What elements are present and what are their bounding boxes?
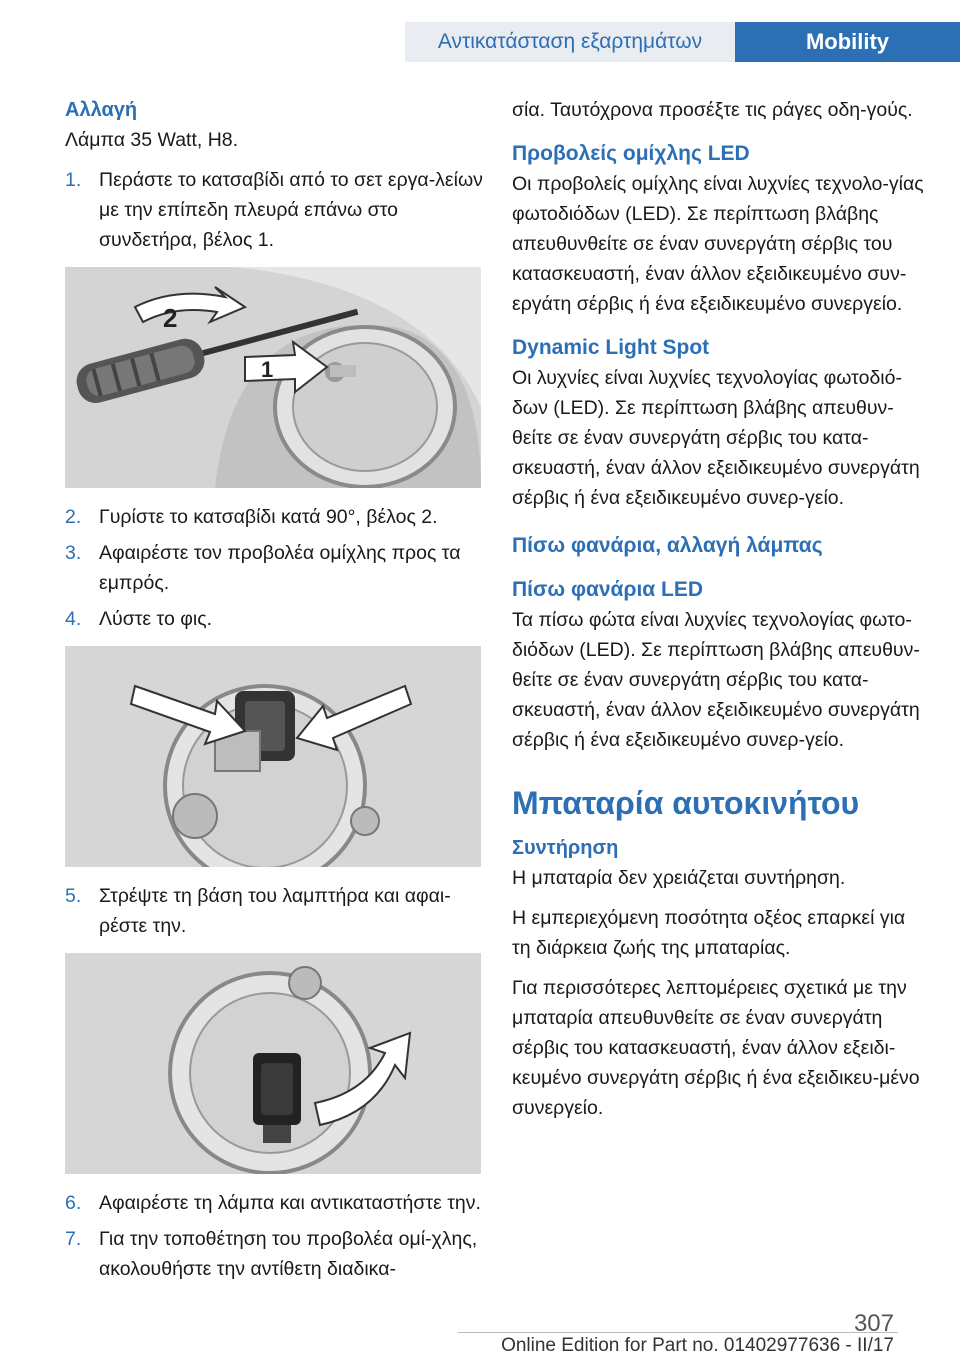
page-number: 307 — [853, 1310, 894, 1337]
rear-lights-heading: Πίσω φανάρια, αλλαγή λάμπας — [512, 534, 823, 557]
right-column — [512, 95, 928, 1133]
rear-led-heading: Πίσω φανάρια LED — [512, 578, 704, 601]
step-text: Για την τοποθέτηση του προβολέα ομί-χλης, ακολουθήστε την αντίθετη διαδικα- — [99, 1228, 478, 1280]
lamp-spec: Λάμπα 35 Watt, H8. — [65, 129, 239, 151]
step-7-continued: σία. Ταυτόχρονα προσέξτε τις ράγες οδη-γούς. — [512, 99, 913, 121]
figure-label-1: 1 — [261, 357, 274, 382]
fog-led-heading: Προβολείς ομίχλης LED — [512, 142, 750, 165]
header-chapter-tab: Mobility — [735, 22, 960, 62]
step-1 — [65, 165, 483, 255]
step-text: Γυρίστε το κατσαβίδι κατά 90°, βέλος 2. — [99, 506, 438, 528]
step-2 — [65, 502, 483, 532]
maintenance-p3: Για περισσότερες λεπτομέρειες σχετικά με την μπαταρία απευθυνθείτε σε έναν συνεργάτη σέρβις του κατασκευαστή, έναν άλλον εξειδι-κευμένο συνεργάτη σέρβις ή ένα εξειδικευ-μένο συνεργείο. — [512, 977, 920, 1119]
step-6 — [65, 1188, 483, 1218]
step-7 — [65, 1224, 483, 1284]
step-3 — [65, 538, 483, 598]
change-heading: Αλλαγή — [65, 99, 138, 121]
step-number: 6. — [65, 1192, 82, 1214]
step-number: 1. — [65, 169, 82, 191]
dynamic-light-spot-heading: Dynamic Light Spot — [512, 336, 710, 359]
figure-plug — [65, 646, 481, 867]
maintenance-p1: Η μπαταρία δεν χρειάζεται συντήρηση. — [512, 867, 846, 889]
step-text: Περάστε το κατσαβίδι από το σετ εργα-λείων με την επίπεδη πλευρά επάνω στο συνδετήρα, βέλος 1. — [99, 169, 483, 251]
step-text: Αφαιρέστε τη λάμπα και αντικαταστήστε την. — [99, 1192, 481, 1214]
step-text: Στρέψτε τη βάση του λαμπτήρα και αφαι-ρέστε την. — [99, 885, 451, 937]
step-number: 2. — [65, 506, 82, 528]
fog-led-text: Οι προβολείς ομίχλης είναι λυχνίες τεχνολο-γίας φωτοδιόδων (LED). Σε περίπτωση βλάβης απευθυνθείτε σε έναν συνεργάτη σέρβις του κατασκευαστή, έναν άλλον εξειδικευμένο συν-εργάτη σέρβις ή ένα εξειδικευμένο συνεργείο. — [512, 173, 924, 315]
dynamic-light-spot-text: Οι λυχνίες είναι λυχνίες τεχνολογίας φωτοδιό-δων (LED). Σε περίπτωση βλάβης απευθυν-θείτε σε έναν συνεργάτη σέρβις του κατα-σκευαστή, έναν άλλον εξειδικευμένο συνεργάτη σέρβις ή ένα εξειδικευμένο συνερ-γείο. — [512, 367, 920, 509]
step-5 — [65, 881, 483, 941]
step-number: 5. — [65, 885, 82, 907]
step-number: 3. — [65, 542, 82, 564]
figure-bulb-socket — [65, 953, 481, 1174]
maintenance-heading: Συντήρηση — [512, 837, 619, 859]
header-section-tab: Αντικατάσταση εξαρτημάτων — [405, 22, 735, 62]
edition-text: Online Edition for Part no. 01402977636 - II/17 — [501, 1335, 894, 1356]
step-number: 7. — [65, 1228, 82, 1250]
step-number: 4. — [65, 608, 82, 630]
maintenance-p2: Η εμπεριεχόμενη ποσότητα οξέος επαρκεί για τη διάρκεια ζωής της μπαταρίας. — [512, 907, 906, 959]
page-footer — [0, 1310, 960, 1362]
rear-led-text: Τα πίσω φώτα είναι λυχνίες τεχνολογίας φωτο-διόδων (LED). Σε περίπτωση βλάβης απευθυν-θείτε σε έναν συνεργάτη σέρβις του κατα-σκευαστή, έναν άλλον εξειδικευμένο συνεργάτη σέρβις ή ένα εξειδικευμένο συνερ-γείο. — [512, 609, 920, 751]
figure-screwdriver — [65, 267, 481, 488]
step-text: Λύστε το φις. — [99, 608, 213, 630]
footer-divider — [458, 1332, 898, 1333]
left-column — [65, 95, 483, 1290]
step-4 — [65, 604, 483, 634]
figure-label-2: 2 — [163, 303, 178, 333]
step-text: Αφαιρέστε τον προβολέα ομίχλης προς τα εμπρός. — [99, 542, 461, 594]
battery-heading: Μπαταρία αυτοκινήτου — [512, 785, 860, 821]
